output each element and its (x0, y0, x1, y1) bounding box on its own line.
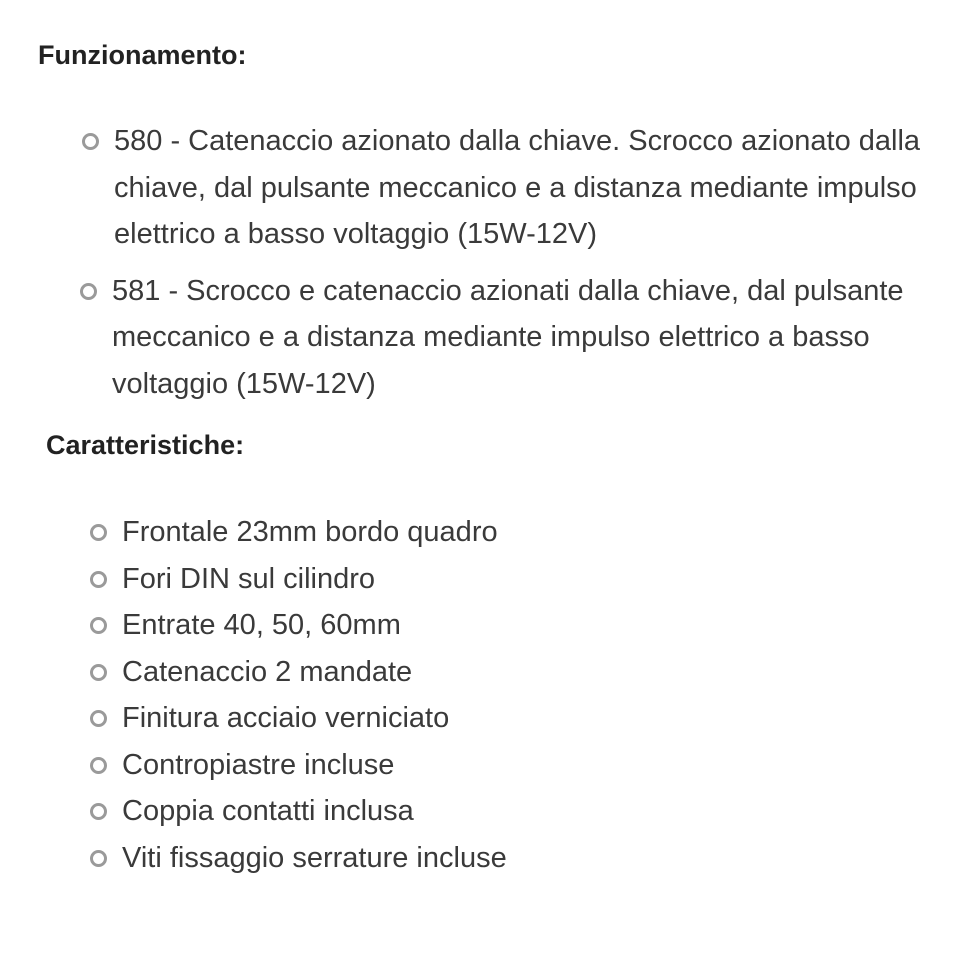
list-item (80, 268, 940, 408)
circle-bullet-icon (90, 524, 107, 541)
circle-bullet-icon (90, 803, 107, 820)
list-item (90, 556, 890, 603)
list-item-text: Entrate 40, 50, 60mm (122, 609, 401, 641)
circle-bullet-icon (90, 757, 107, 774)
list-item-text: Contropiastre incluse (122, 748, 395, 781)
list-item-text: 581 - Scrocco e catenaccio azionati dalla chiave, dal pulsante meccanico e a distanza mediante impulso elettrico a basso voltaggio (15W-12V) (112, 274, 904, 400)
circle-bullet-icon (82, 133, 99, 150)
list-item (90, 742, 890, 789)
list-item (90, 695, 890, 742)
list-item (90, 835, 890, 882)
list-item-text: Catenaccio 2 mandate (122, 655, 413, 688)
list-item (90, 602, 890, 649)
list-item-text: Finitura acciaio verniciato (122, 702, 450, 734)
list-item-text: Coppia contatti inclusa (122, 795, 414, 827)
list-item-text: Fori DIN sul cilindro (122, 562, 375, 595)
list-item (90, 649, 890, 696)
list-item (90, 509, 890, 556)
caratteristiche-list (90, 509, 890, 881)
list-item-text: Frontale 23mm bordo quadro (122, 516, 498, 548)
list-item-text: Viti fissaggio serrature incluse (122, 841, 507, 874)
list-item-text: 580 - Catenaccio azionato dalla chiave. Scrocco azionato dalla chiave, dal pulsante meccanico e a distanza mediante impulso elettrico a basso voltaggio (15W-12V) (114, 125, 921, 250)
section-heading-caratteristiche: Caratteristiche: (46, 430, 245, 460)
circle-bullet-icon (80, 283, 97, 300)
list-item (82, 118, 942, 258)
circle-bullet-icon (90, 710, 107, 727)
circle-bullet-icon (90, 571, 107, 588)
list-item (90, 788, 890, 835)
circle-bullet-icon (90, 617, 107, 634)
funzionamento-list (82, 118, 942, 417)
circle-bullet-icon (90, 664, 107, 681)
circle-bullet-icon (90, 850, 107, 867)
section-heading-funzionamento: Funzionamento: (38, 40, 247, 70)
